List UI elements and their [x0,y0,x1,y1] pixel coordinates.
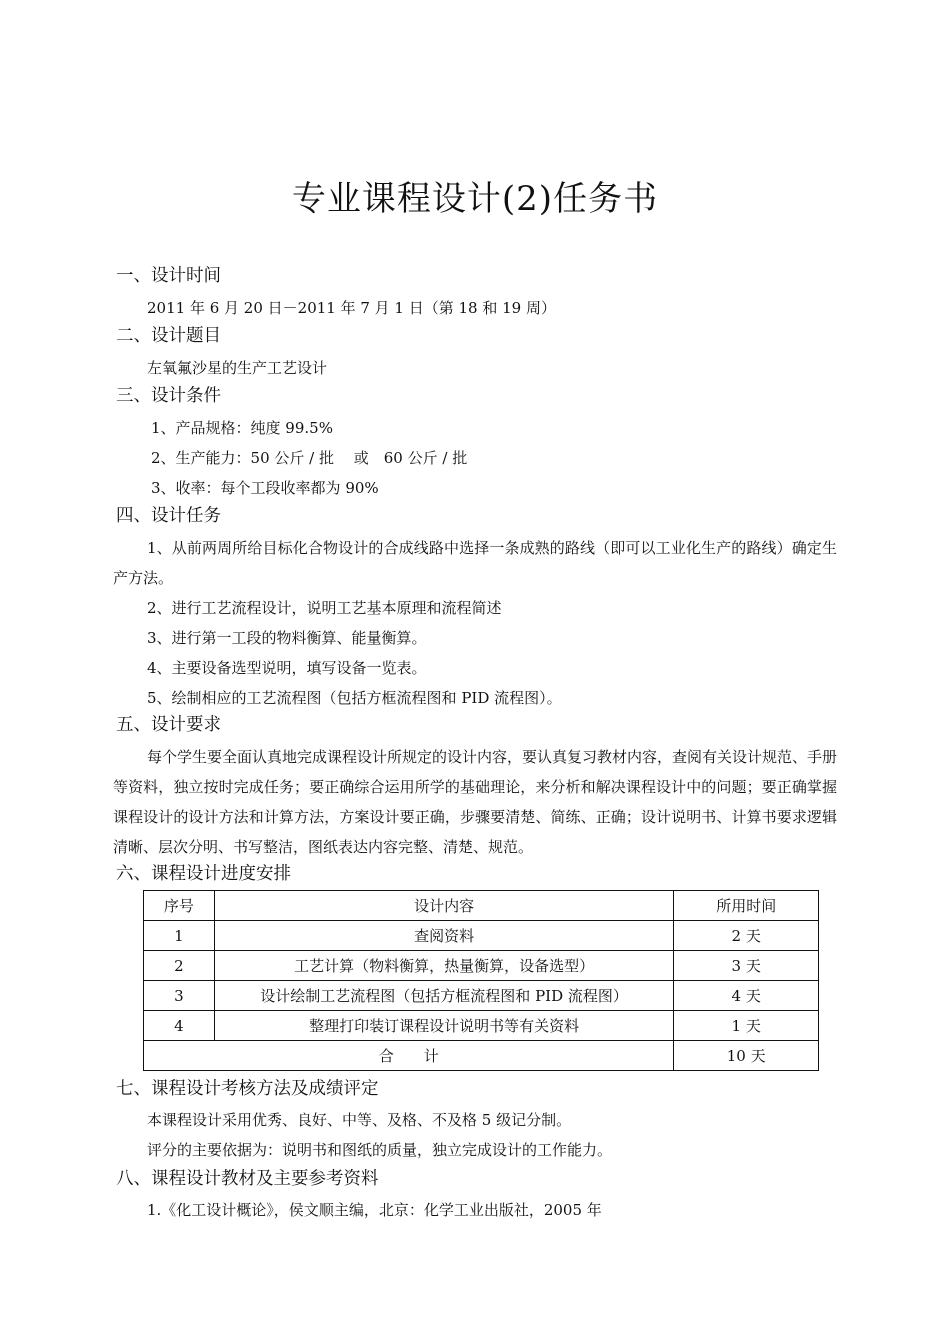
table-header-cell: 设计内容 [214,891,674,921]
section-heading-tasks: 四、设计任务 [116,506,221,526]
table-header-row [144,891,819,921]
table-cell: 2 [144,951,215,981]
section-heading-time: 一、设计时间 [116,266,221,286]
table-cell: 3 天 [674,951,819,981]
condition-item: 3、收率：每个工段收率都为 90% [151,479,379,497]
table-cell: 整理打印装订课程设计说明书等有关资料 [214,1011,674,1041]
schedule-table [143,890,819,1071]
assessment-item: 评分的主要依据为：说明书和图纸的质量，独立完成设计的工作能力。 [147,1141,613,1159]
task-item: 5、绘制相应的工艺流程图（包括方框流程图和 PID 流程图）。 [147,689,562,707]
table-row [144,981,819,1011]
section-heading-conditions: 三、设计条件 [116,386,221,406]
table-cell: 1 [144,921,215,951]
design-topic-text: 左氧氟沙星的生产工艺设计 [147,359,328,377]
assessment-item: 本课程设计采用优秀、良好、中等、及格、不及格 5 级记分制。 [147,1111,572,1129]
document-title: 专业课程设计(2)任务书 [291,179,659,219]
table-header-cell: 序号 [144,891,215,921]
table-total-label: 合 计 [144,1041,674,1071]
design-time-text: 2011 年 6 月 20 日－2011 年 7 月 1 日（第 18 和 19 周） [147,299,556,317]
task-item: 2、进行工艺流程设计，说明工艺基本原理和流程简述 [147,599,502,617]
table-row [144,1011,819,1041]
task-item: 3、进行第一工段的物料衡算、能量衡算。 [147,629,427,647]
table-cell: 1 天 [674,1011,819,1041]
table-cell: 4 [144,1011,215,1041]
condition-item: 1、产品规格：纯度 99.5% [151,419,333,437]
table-total-value: 10 天 [674,1041,819,1071]
reference-item: 1.《化工设计概论》，侯文顺主编，北京：化学工业出版社，2005 年 [147,1201,602,1219]
task-item: 4、主要设备选型说明，填写设备一览表。 [147,659,427,677]
section-heading-assessment: 七、课程设计考核方法及成绩评定 [116,1079,379,1099]
table-cell: 4 天 [674,981,819,1011]
table-cell: 2 天 [674,921,819,951]
section-heading-references: 八、课程设计教材及主要参考资料 [116,1169,379,1189]
table-header-cell: 所用时间 [674,891,819,921]
task-item: 1、从前两周所给目标化合物设计的合成线路中选择一条成熟的路线（即可以工业化生产的路线）确定生产方法。 [113,539,837,587]
table-cell: 查阅资料 [214,921,674,951]
section-heading-topic: 二、设计题目 [116,326,221,346]
table-cell: 3 [144,981,215,1011]
table-total-row [144,1041,819,1071]
table-cell: 工艺计算（物料衡算，热量衡算，设备选型） [214,951,674,981]
table-row [144,921,819,951]
table-cell: 设计绘制工艺流程图（包括方框流程图和 PID 流程图） [214,981,674,1011]
requirements-text: 每个学生要全面认真地完成课程设计所规定的设计内容，要认真复习教材内容，查阅有关设计规范、手册等资料，独立按时完成任务；要正确综合运用所学的基础理论，来分析和解决课程设计中的问题；要正确掌握课程设计的设计方法和计算方法，方案设计要正确，步骤要清楚、简练、正确；设计说明书、计算书要求逻辑清晰、层次分明、书写整洁，图纸表达内容完整、清楚、规范。 [113,748,838,856]
section-heading-schedule: 六、课程设计进度安排 [116,864,291,884]
condition-item: 2、生产能力：50 公斤 / 批 或 60 公斤 / 批 [151,449,468,467]
table-row [144,951,819,981]
section-heading-requirements: 五、设计要求 [116,715,221,735]
